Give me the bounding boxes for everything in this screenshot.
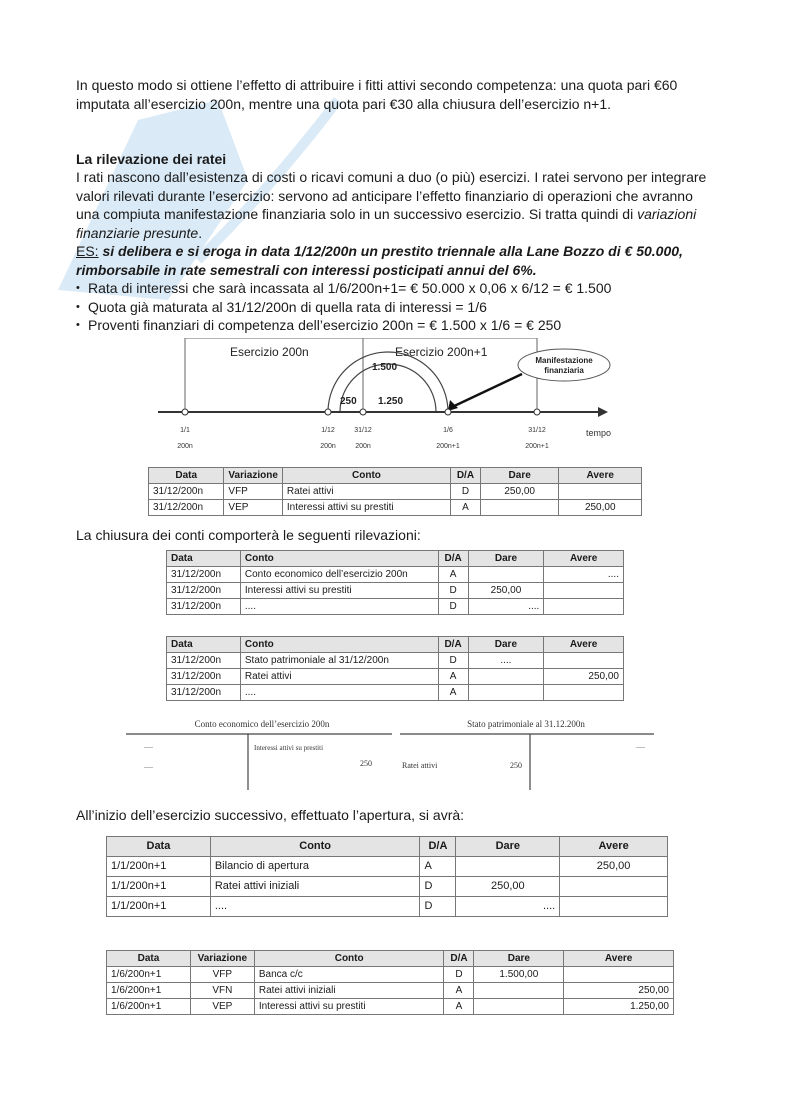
- tick-5-year: 200n+1: [525, 443, 549, 450]
- tick-3-year: 200n: [355, 443, 371, 450]
- tick-4-date: 1/6: [443, 427, 453, 434]
- cell-avere: [560, 877, 668, 897]
- col-data: Data: [167, 637, 241, 653]
- cell-dare: 1.500,00: [474, 967, 564, 983]
- cell-date: 31/12/200n: [167, 583, 241, 599]
- cell-avere: ....: [544, 567, 624, 583]
- cell-dare: 250,00: [456, 877, 560, 897]
- col-conto: Conto: [240, 637, 438, 653]
- cell-date: 1/1/200n+1: [107, 877, 211, 897]
- journal-table-closing-ce: [166, 550, 624, 615]
- cell-date: 31/12/200n: [167, 685, 241, 701]
- t-right-title: Stato patrimoniale al 31.12.200n: [467, 719, 585, 729]
- tick-2-date: 1/12: [321, 427, 335, 434]
- cell-avere: [544, 653, 624, 669]
- cell-da: D: [451, 484, 481, 500]
- col-conto: Conto: [240, 551, 438, 567]
- tick-3-date: 31/12: [354, 427, 372, 434]
- ratei-paragraph: I rati nascono dall’esistenza di costi o ricavi comuni a duo (o più) esercizi. I ratei servono per integrare valori rilevati durante l’esercizio: servono ad anticipare l’effetto finanziario di operazioni che avranno una compiuta manifestazione finanziaria solo in un successivo esercizio. Si tratta quindi di variazioni finanziarie presunte.: [76, 169, 707, 241]
- bullet-rata: • Rata di interessi che sarà incassata al 1/6/200n+1= € 50.000 x 0,06 x 6/12 = € 1.500: [76, 279, 712, 298]
- cell-date: 1/1/200n+1: [107, 857, 211, 877]
- callout-line2: finanziaria: [544, 366, 584, 375]
- cell-da: A: [451, 500, 481, 516]
- cell-da: D: [444, 967, 474, 983]
- col-avere: Avere: [544, 637, 624, 653]
- col-avere: Avere: [560, 837, 668, 857]
- cell-variazione: VFP: [224, 484, 282, 500]
- table-row: [107, 999, 674, 1015]
- t-left-entry-label: Interessi attivi su prestiti: [254, 744, 324, 752]
- col-conto: Conto: [254, 951, 444, 967]
- col-variazione: Variazione: [224, 468, 282, 484]
- es-label: ES:: [76, 243, 99, 259]
- table-row: [107, 857, 668, 877]
- cell-variazione: VEP: [190, 999, 254, 1015]
- cell-da: D: [438, 599, 468, 615]
- col-data: Data: [107, 837, 211, 857]
- cell-dare: [468, 669, 544, 685]
- cell-conto: Interessi attivi su prestiti: [254, 999, 444, 1015]
- t-accounts: [124, 716, 660, 796]
- timeline-diagram: [150, 338, 630, 460]
- cell-conto: Ratei attivi: [240, 669, 438, 685]
- cell-dare: ....: [456, 897, 560, 917]
- t-right-entry-label: Ratei attivi: [402, 761, 438, 770]
- cell-avere: 250,00: [559, 500, 642, 516]
- col-data: Data: [149, 468, 224, 484]
- cell-date: 31/12/200n: [167, 669, 241, 685]
- cell-conto: Bilancio di apertura: [210, 857, 420, 877]
- cell-dare: [474, 983, 564, 999]
- cell-dare: ....: [468, 599, 544, 615]
- period1-label: Esercizio 200n: [230, 345, 309, 359]
- cell-avere: 1.250,00: [564, 999, 674, 1015]
- tick-2-year: 200n: [320, 443, 336, 450]
- closing-text: La chiusura dei conti comporterà le seguenti rilevazioni:: [76, 527, 421, 543]
- cell-dare: [468, 685, 544, 701]
- table-header-row: [167, 637, 624, 653]
- cell-variazione: VFP: [190, 967, 254, 983]
- example-paragraph: [76, 242, 712, 279]
- col-dare: Dare: [474, 951, 564, 967]
- cell-avere: 250,00: [564, 983, 674, 999]
- cell-dare: [474, 999, 564, 1015]
- calculation-list: [76, 279, 712, 335]
- col-avere: Avere: [564, 951, 674, 967]
- period2-label: Esercizio 200n+1: [395, 345, 488, 359]
- table-header-row: [107, 951, 674, 967]
- table-row: [167, 583, 624, 599]
- cell-avere: [559, 484, 642, 500]
- cell-conto: Conto economico dell’esercizio 200n: [240, 567, 438, 583]
- cell-dare: [480, 500, 559, 516]
- cell-conto: Interessi attivi su prestiti: [240, 583, 438, 599]
- table-row: [107, 877, 668, 897]
- table-row: [167, 567, 624, 583]
- t-right-entry-value: 250: [510, 761, 522, 770]
- cell-date: 31/12/200n: [167, 567, 241, 583]
- table-row: [149, 484, 642, 500]
- bullet-quota: • Quota già maturata al 31/12/200n di quella rata di interessi = 1/6: [76, 298, 712, 317]
- cell-da: D: [438, 653, 468, 669]
- cell-avere: [560, 897, 668, 917]
- cell-conto: Ratei attivi iniziali: [254, 983, 444, 999]
- cell-conto: ....: [240, 599, 438, 615]
- col-da: D/A: [438, 637, 468, 653]
- cell-da: D: [420, 877, 456, 897]
- t-left-dash2: —: [144, 762, 153, 772]
- cell-date: 1/1/200n+1: [107, 897, 211, 917]
- table-header-row: [107, 837, 668, 857]
- bullet-proventi: • Proventi finanziari di competenza dell’esercizio 200n = € 1.500 x 1/6 = € 250: [76, 316, 712, 335]
- col-dare: Dare: [456, 837, 560, 857]
- journal-table-opening: [106, 836, 668, 917]
- cell-date: 31/12/200n: [149, 484, 224, 500]
- tick-5-date: 31/12: [528, 427, 546, 434]
- col-avere: Avere: [544, 551, 624, 567]
- cell-avere: 250,00: [544, 669, 624, 685]
- cell-date: 31/12/200n: [167, 599, 241, 615]
- col-avere: Avere: [559, 468, 642, 484]
- t-left-title: Conto economico dell’esercizio 200n: [194, 719, 330, 729]
- cell-date: 1/6/200n+1: [107, 967, 191, 983]
- cell-variazione: VFN: [190, 983, 254, 999]
- col-conto: Conto: [210, 837, 420, 857]
- table-row: [107, 983, 674, 999]
- cell-da: A: [438, 685, 468, 701]
- col-da: D/A: [420, 837, 456, 857]
- section-title: La rilevazione dei ratei: [76, 151, 227, 167]
- cell-dare: 250,00: [480, 484, 559, 500]
- cell-da: A: [438, 567, 468, 583]
- cell-conto: Interessi attivi su prestiti: [282, 500, 450, 516]
- cell-da: A: [444, 983, 474, 999]
- cell-conto: Banca c/c: [254, 967, 444, 983]
- table-row: [107, 897, 668, 917]
- tick-1-year: 200n: [177, 443, 193, 450]
- cell-avere: 250,00: [560, 857, 668, 877]
- part1-label: 250: [340, 396, 357, 407]
- col-dare: Dare: [480, 468, 559, 484]
- table-row: [167, 669, 624, 685]
- col-da: D/A: [444, 951, 474, 967]
- opening-text: All’inizio dell’esercizio successivo, effettuato l’apertura, si avrà:: [76, 807, 465, 823]
- cell-avere: [544, 685, 624, 701]
- t-left-entry-value: 250: [360, 759, 372, 768]
- tick-1-date: 1/1: [180, 427, 190, 434]
- table-row: [167, 653, 624, 669]
- cell-da: A: [438, 669, 468, 685]
- callout-line1: Manifestazione: [535, 356, 593, 365]
- cell-date: 1/6/200n+1: [107, 983, 191, 999]
- table-row: [107, 967, 674, 983]
- cell-dare: [468, 567, 544, 583]
- col-variazione: Variazione: [190, 951, 254, 967]
- presunte-italic: variazioni finanziarie presunte: [76, 206, 697, 241]
- cell-avere: [544, 583, 624, 599]
- cell-conto: Ratei attivi: [282, 484, 450, 500]
- journal-table-incasso: [106, 950, 674, 1015]
- tick-4-year: 200n+1: [436, 443, 460, 450]
- cell-da: D: [438, 583, 468, 599]
- col-data: Data: [167, 551, 241, 567]
- cell-date: 31/12/200n: [149, 500, 224, 516]
- table-row: [167, 685, 624, 701]
- callout-arrow: [450, 374, 522, 408]
- table-row: [149, 500, 642, 516]
- cell-da: D: [420, 897, 456, 917]
- cell-dare: [456, 857, 560, 877]
- col-dare: Dare: [468, 551, 544, 567]
- col-da: D/A: [451, 468, 481, 484]
- col-data: Data: [107, 951, 191, 967]
- cell-dare: ....: [468, 653, 544, 669]
- cell-da: A: [420, 857, 456, 877]
- cell-avere: [564, 967, 674, 983]
- example-text: si delibera e si eroga in data 1/12/200n un prestito triennale alla Lane Bozzo di € 50.000, rimborsabile in rate semestrali con interessi posticipati annui del 6%.: [76, 243, 683, 278]
- col-conto: Conto: [282, 468, 450, 484]
- table-row: [167, 599, 624, 615]
- callout-bubble: [518, 349, 610, 381]
- cell-conto: ....: [210, 897, 420, 917]
- table-header-row: [167, 551, 624, 567]
- intro-paragraph: In questo modo si ottiene l’effetto di attribuire i fitti attivi secondo competenza: una quota pari €60 imputata all’esercizio 200n, mentre una quota pari €30 alla chiusura dell’esercizio n+1.: [76, 77, 678, 112]
- cell-conto: Ratei attivi iniziali: [210, 877, 420, 897]
- journal-table-ratei: [148, 467, 642, 516]
- t-right-dash: —: [636, 742, 645, 752]
- cell-conto: Stato patrimoniale al 31/12/200n: [240, 653, 438, 669]
- cell-date: 1/6/200n+1: [107, 999, 191, 1015]
- cell-variazione: VEP: [224, 500, 282, 516]
- axis-label: tempo: [586, 428, 612, 438]
- t-left-dash1: —: [144, 742, 153, 752]
- cell-conto: ....: [240, 685, 438, 701]
- part2-label: 1.250: [378, 396, 404, 407]
- col-dare: Dare: [468, 637, 544, 653]
- journal-table-closing-sp: [166, 636, 624, 701]
- cell-avere: [544, 599, 624, 615]
- table-header-row: [149, 468, 642, 484]
- cell-da: A: [444, 999, 474, 1015]
- arc-total-label: 1.500: [372, 362, 398, 373]
- col-da: D/A: [438, 551, 468, 567]
- cell-date: 31/12/200n: [167, 653, 241, 669]
- cell-dare: 250,00: [468, 583, 544, 599]
